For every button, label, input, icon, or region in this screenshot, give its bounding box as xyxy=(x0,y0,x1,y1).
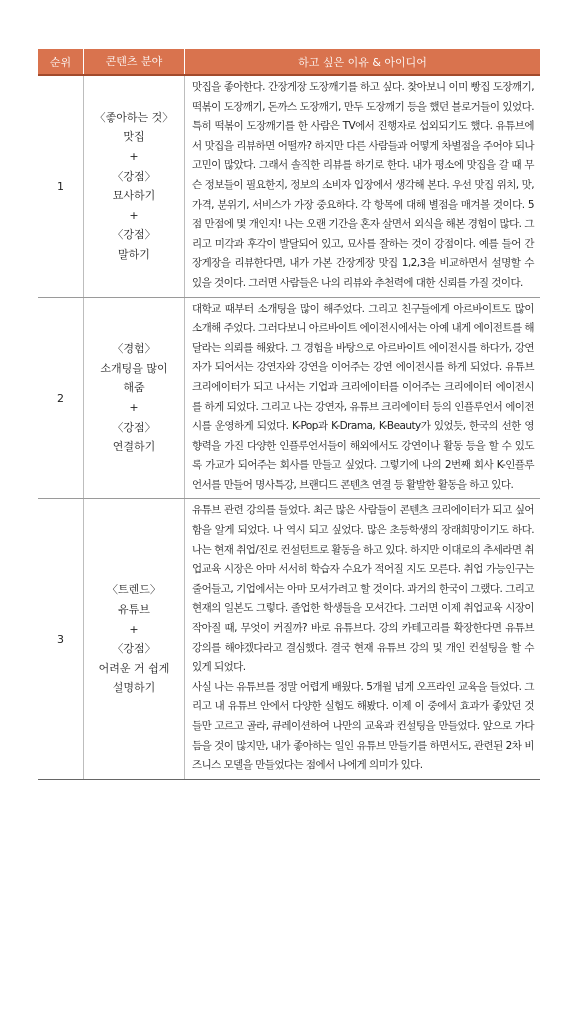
table-row xyxy=(38,75,540,297)
header-rank: 순위 xyxy=(38,49,84,75)
table-header-row xyxy=(38,49,540,75)
category-line: 〈트렌드〉 xyxy=(107,583,161,597)
reason-cell xyxy=(185,75,541,297)
category-line: 연결하기 xyxy=(112,440,156,454)
reason-paragraph: 유튜브 관련 강의를 들었다. 최근 많은 사람들이 콘텐츠 크리에이터가 되고 싶어함을 알게 되었다. 나 역시 되고 싶었다. 많은 초등학생의 장래희망이기도 하다. 나는 현재 취업/진로 컨설턴트로 활동을 하고 있다. 하지만 이대로의 추세라면 취업교육 시장은 아마 서서히 학습자 수요가 적어질 지도 모른다. 취업 가능인구는 줄어들고, 기업에서는 아마 모셔가려고 할 것이다. 과거의 한국이 그랬다. 그리고 현재의 일본도 그렇다. 졸업한 학생들을 모셔간다. 그러면 이제 취업교육 시장이 작아질 때, 무엇이 커질까? 바로 유튜브다. 강의 카테고리를 확장한다면 유튜브 강의를 해야겠다라고 결심했다. 결국 현재 유튜브 강의 및 개인 컨설팅을 할 수 있게 되었다. xyxy=(192,504,534,674)
reason-text xyxy=(185,76,540,297)
category-line: 해줌 xyxy=(123,381,145,395)
category-cell xyxy=(84,75,185,297)
category-line: 맛집 xyxy=(123,130,145,144)
table-row xyxy=(38,297,540,499)
rank-cell: 3 xyxy=(38,499,84,779)
category-cell xyxy=(84,297,185,499)
content-ideas-table xyxy=(38,49,540,780)
category-line: 〈강점〉 xyxy=(112,228,156,242)
category-line: 어려운 거 쉽게 xyxy=(98,661,170,675)
category-line: + xyxy=(129,208,139,222)
category-line: + xyxy=(129,150,139,164)
reason-cell xyxy=(185,297,541,499)
reason-paragraph: 맛집을 좋아한다. 간장게장 도장깨기를 하고 싶다. 찾아보니 이미 빵집 도장깨기, 떡볶이 도장깨기, 돈까스 도장깨기, 만두 도장깨기 등을 했던 블로거들이 있었다. 특히 떡볶이 도장깨기를 한 사람은 TV에서 진행자로 섭외되기도 했다. 유튜브에서 맛집을 리뷰하면 어떨까? 하지만 다른 사람들과 어떻게 차별점을 주어야 되나 고민이 많았다. 그래서 솔직한 리뷰를 하기로 한다. 내가 평소에 맛집을 갈 때 무슨 정보들이 필요한지, 정보의 소비자 입장에서 생각해 본다. 우선 맛집 위치, 맛, 가격, 분위기, 서비스가 가장 중요하다. 각 항목에 대해 별점을 매겨볼 것이다. 5점 만점에 몇 개인지! 나는 오랜 기간을 혼자 살면서 외식을 해본 경험이 많다. 그리고 미각과 후각이 발달되어 있고, 묘사를 잘하는 것이 강점이다. 예를 들어 간장게장을 리뷰한다면, 내가 가본 간장게장 맛집 1,2,3을 비교하면서 설명할 수 있을 것이다. 그러면 사람들은 나의 리뷰와 추천력에 대한 신뢰를 가질 것이다. xyxy=(192,81,534,289)
rank-cell: 1 xyxy=(38,75,84,297)
rank-cell: 2 xyxy=(38,297,84,499)
category-line: 묘사하기 xyxy=(112,189,156,203)
category-line: + xyxy=(129,401,139,414)
reason-cell xyxy=(185,499,541,779)
category-line: + xyxy=(129,622,139,636)
category-line: 〈강점〉 xyxy=(112,169,156,183)
table-row xyxy=(38,499,540,779)
reason-text xyxy=(185,298,540,499)
category-line: 〈경험〉 xyxy=(112,342,156,356)
category-line: 말하기 xyxy=(118,248,150,262)
reason-text xyxy=(185,499,540,778)
category-line: 유튜브 xyxy=(118,602,150,616)
header-reason: 하고 싶은 이유 & 아이디어 xyxy=(185,49,541,75)
table-body xyxy=(38,75,540,779)
category-line: 설명하기 xyxy=(112,681,156,695)
category-line: 〈강점〉 xyxy=(112,420,156,434)
category-cell xyxy=(84,499,185,779)
category-line: 소개팅을 많이 xyxy=(100,361,168,375)
header-category: 콘텐츠 분야 xyxy=(84,49,185,75)
category-line: 〈좋아하는 것〉 xyxy=(94,110,174,124)
reason-paragraph: 대학교 때부터 소개팅을 많이 해주었다. 그리고 친구들에게 아르바이트도 많이 소개해 주었다. 그러다보니 아르바이트 에이전시에서는 아예 내게 에이전트를 해달라는 의뢰를 해왔다. 그 경험을 바탕으로 아르바이트 에이전시를 하다가, 강연자가 되어서는 강연자와 강연을 이어주는 강연 에이전시를 하게 되었다. 유튜브 크리에이터가 되고 나서는 기업과 크리에이터를 이어주는 크리에이터 에이전시를 하게 되었다. 그리고 나는 강연자, 유튜브 크리에이터 등의 인플루언서 에이전시를 운영하게 되었다. K-Pop과 K-Drama, K-Beauty가 있었듯, 한국의 선한 영향력을 가진 다양한 인플루언서들이 해외에서도 강연이나 활동 등을 할 수 있도록 가교가 되어주는 회사를 만들고 싶었다. 그렇기에 나의 2번째 회사 K-인플루언서를 만들어 명사특강, 브랜디드 콘텐츠 연결 등 활발한 활동을 하고 있다. xyxy=(192,302,534,491)
category-line: 〈강점〉 xyxy=(112,642,156,656)
reason-paragraph: 사실 나는 유튜브를 정말 어렵게 배웠다. 5개월 넘게 오프라인 교육을 들었다. 그리고 내 유튜브 안에서 다양한 실험도 해봤다. 이제 이 중에서 효과가 좋았던 것들만 고르고 골라, 큐레이션하여 나만의 교육과 컨설팅을 만들었다. 앞으로 가다듬을 것이 많지만, 내가 좋아하는 일인 유튜브 만들기를 하면서도, 관련된 2차 비즈니스 모델을 만들었다는 점에서 나에게 의미가 있다. xyxy=(192,680,534,772)
